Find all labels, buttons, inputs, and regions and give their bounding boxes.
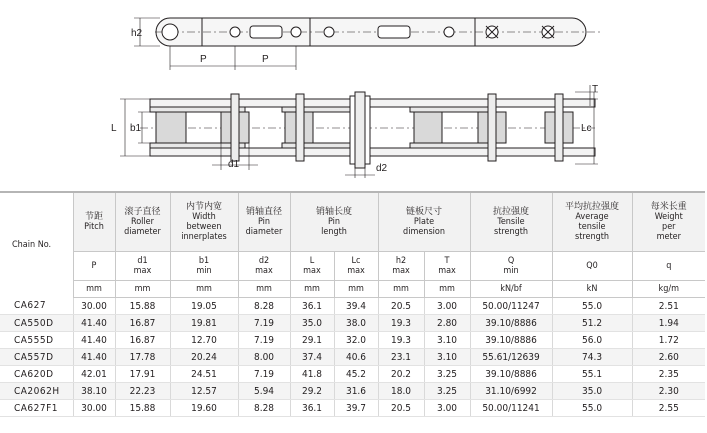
table-cell: 42.01	[73, 366, 115, 383]
tensile-strength-header: 抗拉强度 Tensile strength	[470, 192, 552, 252]
spec-table	[0, 191, 705, 417]
table-cell: 55.1	[552, 366, 632, 383]
table-row	[0, 332, 705, 349]
pin-length-header: 销轴长度 Pin length	[290, 192, 378, 252]
symbol-Q: Q min	[470, 252, 552, 281]
header-names	[0, 192, 705, 252]
label-p2: P	[262, 54, 269, 65]
table-cell: 7.19	[238, 366, 290, 383]
table-cell: 2.51	[632, 298, 705, 315]
symbol-Lc: Lc max	[334, 252, 378, 281]
pin-diameter-header: 销轴直径 Pin diameter	[238, 192, 290, 252]
table-cell: 3.10	[424, 332, 470, 349]
table-cell: 2.55	[632, 400, 705, 417]
table-cell: 38.0	[334, 315, 378, 332]
table-row	[0, 315, 705, 332]
weight-header: 每米长重 Weight per meter	[632, 192, 705, 252]
symbol-d1: d1 max	[115, 252, 170, 281]
table-cell: 3.25	[424, 383, 470, 400]
table-cell: 8.28	[238, 400, 290, 417]
table-cell: 3.10	[424, 349, 470, 366]
section-view	[120, 85, 598, 178]
symbol-Q0: Q0	[552, 252, 632, 281]
table-cell: 32.0	[334, 332, 378, 349]
table-cell: 19.60	[170, 400, 238, 417]
table-cell: 39.4	[334, 298, 378, 315]
chain-no-cell: CA555D	[0, 332, 73, 349]
table-cell: 55.0	[552, 298, 632, 315]
table-cell: 36.1	[290, 298, 334, 315]
table-cell: 39.10/8886	[470, 315, 552, 332]
roller-diameter-header: 滚子直径 Roller diameter	[115, 192, 170, 252]
table-cell: 39.10/8886	[470, 366, 552, 383]
symbol-h2: h2 max	[378, 252, 424, 281]
table-cell: 74.3	[552, 349, 632, 366]
unit-Lc: mm	[334, 281, 378, 298]
symbol-P: P	[73, 252, 115, 281]
table-cell: 56.0	[552, 332, 632, 349]
table-cell: 16.87	[115, 332, 170, 349]
table-cell: 3.00	[424, 298, 470, 315]
table-cell: 2.80	[424, 315, 470, 332]
unit-h2: mm	[378, 281, 424, 298]
table-cell: 5.94	[238, 383, 290, 400]
table-cell: 2.30	[632, 383, 705, 400]
table-cell: 40.6	[334, 349, 378, 366]
label-p1: P	[200, 54, 207, 65]
table-body	[0, 298, 705, 417]
unit-P: mm	[73, 281, 115, 298]
table-cell: 31.6	[334, 383, 378, 400]
header-symbols	[0, 252, 705, 281]
unit-b1: mm	[170, 281, 238, 298]
table-cell: 41.8	[290, 366, 334, 383]
unit-Q: kN/bf	[470, 281, 552, 298]
unit-L: mm	[290, 281, 334, 298]
chain-no-header: Chain No.	[0, 192, 73, 298]
table-cell: 50.00/11241	[470, 400, 552, 417]
unit-d2: mm	[238, 281, 290, 298]
table-cell: 20.2	[378, 366, 424, 383]
table-cell: 2.35	[632, 366, 705, 383]
table-cell: 30.00	[73, 400, 115, 417]
table-cell: 29.2	[290, 383, 334, 400]
symbol-d2: d2 max	[238, 252, 290, 281]
table-cell: 17.91	[115, 366, 170, 383]
header-units	[0, 281, 705, 298]
table-cell: 55.0	[552, 400, 632, 417]
table-row	[0, 366, 705, 383]
table-cell: 35.0	[290, 315, 334, 332]
chain-no-cell: CA2062H	[0, 383, 73, 400]
table-cell: 19.3	[378, 315, 424, 332]
unit-Q0: kN	[552, 281, 632, 298]
table-cell: 36.1	[290, 400, 334, 417]
table-cell: 3.00	[424, 400, 470, 417]
inner-width-header: 内节内宽 Width between innerplates	[170, 192, 238, 252]
table-cell: 20.24	[170, 349, 238, 366]
table-cell: 41.40	[73, 315, 115, 332]
table-cell: 2.60	[632, 349, 705, 366]
table-cell: 17.78	[115, 349, 170, 366]
table-cell: 1.72	[632, 332, 705, 349]
symbol-q: q	[632, 252, 705, 281]
table-cell: 8.00	[238, 349, 290, 366]
table-cell: 12.57	[170, 383, 238, 400]
chain-no-cell: CA550D	[0, 315, 73, 332]
chain-drawing	[0, 0, 707, 190]
table-cell: 37.4	[290, 349, 334, 366]
chain-no-cell: CA627	[0, 298, 73, 315]
table-cell: 30.00	[73, 298, 115, 315]
table-cell: 7.19	[238, 315, 290, 332]
plate-dimension-header: 链板尺寸 Plate dimension	[378, 192, 470, 252]
table-cell: 24.51	[170, 366, 238, 383]
label-d1: d1	[228, 159, 240, 170]
table-cell: 3.25	[424, 366, 470, 383]
table-cell: 29.1	[290, 332, 334, 349]
table-row	[0, 349, 705, 366]
table-cell: 23.1	[378, 349, 424, 366]
table-cell: 18.0	[378, 383, 424, 400]
table-cell: 22.23	[115, 383, 170, 400]
symbol-L: L max	[290, 252, 334, 281]
table-cell: 19.3	[378, 332, 424, 349]
label-T: T	[592, 84, 599, 95]
table-cell: 41.40	[73, 349, 115, 366]
table-cell: 15.88	[115, 400, 170, 417]
table-cell: 39.10/8886	[470, 332, 552, 349]
table-cell: 12.70	[170, 332, 238, 349]
chain-no-cell: CA620D	[0, 366, 73, 383]
table-cell: 41.40	[73, 332, 115, 349]
table-cell: 31.10/6992	[470, 383, 552, 400]
label-h2: h2	[131, 28, 143, 39]
label-Lc: Lc	[581, 123, 592, 134]
table-cell: 1.94	[632, 315, 705, 332]
table-cell: 45.2	[334, 366, 378, 383]
pitch-header: 节距 Pitch	[73, 192, 115, 252]
table-cell: 16.87	[115, 315, 170, 332]
chain-no-cell: CA557D	[0, 349, 73, 366]
unit-d1: mm	[115, 281, 170, 298]
chain-no-cell: CA627F1	[0, 400, 73, 417]
symbol-T: T max	[424, 252, 470, 281]
table-row	[0, 298, 705, 315]
table-cell: 20.5	[378, 298, 424, 315]
table-cell: 15.88	[115, 298, 170, 315]
table-cell: 39.7	[334, 400, 378, 417]
symbol-b1: b1 min	[170, 252, 238, 281]
table-cell: 19.05	[170, 298, 238, 315]
label-L: L	[111, 123, 117, 134]
table-cell: 38.10	[73, 383, 115, 400]
table-cell: 51.2	[552, 315, 632, 332]
table-cell: 20.5	[378, 400, 424, 417]
unit-q: kg/m	[632, 281, 705, 298]
table-cell: 50.00/11247	[470, 298, 552, 315]
table-cell: 55.61/12639	[470, 349, 552, 366]
avg-tensile-header: 平均抗拉强度 Average tensile strength	[552, 192, 632, 252]
label-b1: b1	[130, 123, 142, 134]
unit-T: mm	[424, 281, 470, 298]
table-cell: 8.28	[238, 298, 290, 315]
table-row	[0, 383, 705, 400]
table-cell: 7.19	[238, 332, 290, 349]
table-cell: 19.81	[170, 315, 238, 332]
label-d2: d2	[376, 163, 388, 174]
table-row	[0, 400, 705, 417]
table-cell: 35.0	[552, 383, 632, 400]
